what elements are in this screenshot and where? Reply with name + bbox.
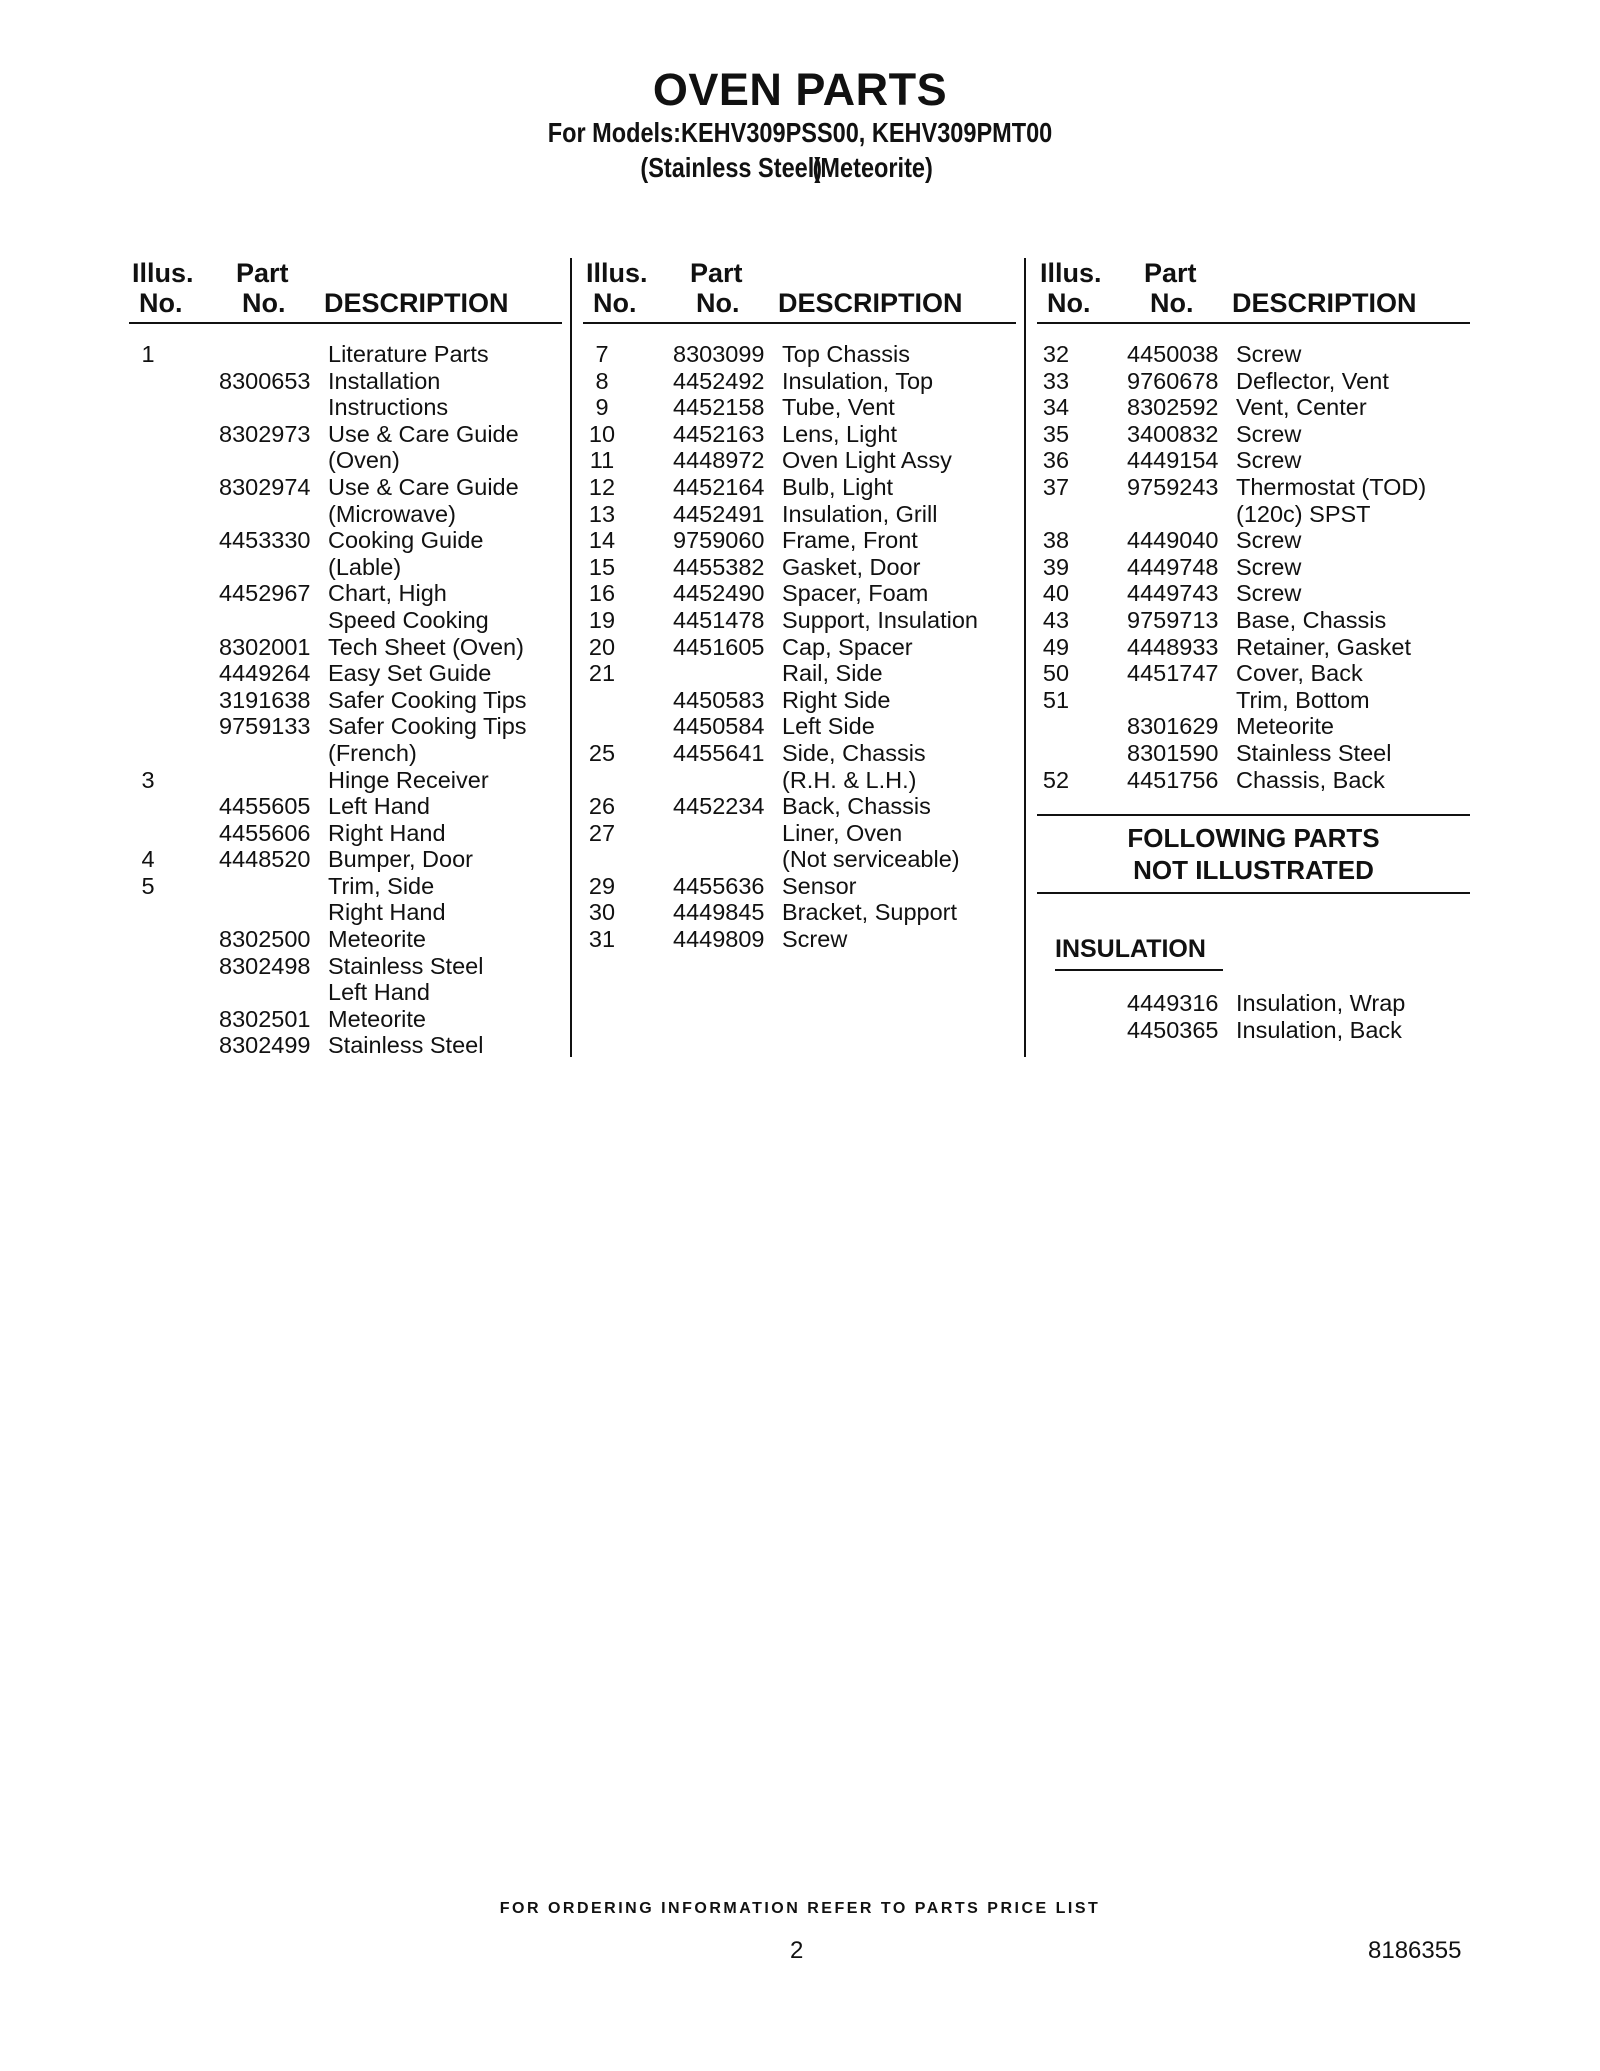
part-description: Lens, Light bbox=[782, 420, 897, 447]
part-description: Cover, Back bbox=[1236, 660, 1363, 687]
part-description: Right Hand bbox=[328, 899, 446, 926]
part-description: Cap, Spacer bbox=[782, 633, 913, 660]
part-description: Tube, Vent bbox=[782, 394, 895, 421]
illus-number: 36 bbox=[1042, 447, 1070, 474]
table-row bbox=[1037, 1017, 1470, 1044]
part-description: (Lable) bbox=[328, 553, 402, 580]
part-description: Vent, Center bbox=[1236, 394, 1367, 421]
models-line: For Models:KEHV309PSS00, KEHV309PMT00 bbox=[547, 117, 1053, 148]
part-number: 4449264 bbox=[219, 660, 311, 687]
table-row bbox=[129, 1032, 562, 1059]
parts-column-3 bbox=[1037, 258, 1470, 793]
part-description: Support, Insulation bbox=[782, 606, 978, 633]
parts-column-2 bbox=[583, 258, 1016, 953]
part-number: 4452234 bbox=[673, 793, 765, 820]
illus-number: 12 bbox=[588, 473, 616, 500]
part-description: Screw bbox=[1236, 527, 1302, 554]
part-number: 4452967 bbox=[219, 580, 311, 607]
header-illus-no: No. bbox=[1047, 288, 1091, 318]
part-number: 4449845 bbox=[673, 899, 765, 926]
part-description: Meteorite bbox=[328, 926, 426, 953]
part-number: 8302500 bbox=[219, 926, 311, 953]
illus-number: 27 bbox=[588, 819, 616, 846]
part-description: (120c) SPST bbox=[1236, 500, 1371, 527]
ordering-note: FOR ORDERING INFORMATION REFER TO PARTS PRICE LIST bbox=[499, 1900, 1101, 1917]
illus-number: 9 bbox=[595, 394, 609, 421]
illus-number: 15 bbox=[588, 553, 616, 580]
illus-number: 35 bbox=[1042, 420, 1070, 447]
part-description: (Not serviceable) bbox=[782, 846, 960, 873]
table-row bbox=[129, 846, 562, 873]
part-description: Meteorite bbox=[328, 1005, 426, 1032]
table-row bbox=[129, 607, 562, 634]
not-illustrated-title bbox=[1037, 822, 1470, 886]
part-description: Retainer, Gasket bbox=[1236, 633, 1412, 660]
part-description: Spacer, Foam bbox=[782, 580, 929, 607]
table-row bbox=[1037, 474, 1470, 501]
table-row bbox=[1037, 368, 1470, 395]
table-row bbox=[1037, 580, 1470, 607]
table-row bbox=[1037, 660, 1470, 687]
column-header bbox=[1037, 258, 1470, 324]
table-row bbox=[129, 447, 562, 474]
part-number: 8302498 bbox=[219, 952, 311, 979]
part-number: 8302501 bbox=[219, 1005, 311, 1032]
table-row bbox=[1037, 713, 1470, 740]
part-description: Trim, Side bbox=[328, 872, 435, 899]
parts-list bbox=[1037, 341, 1470, 793]
illus-number: 10 bbox=[588, 420, 616, 447]
part-number: 8302499 bbox=[219, 1032, 311, 1059]
part-number: 4452158 bbox=[673, 394, 765, 421]
table-row bbox=[129, 979, 562, 1006]
part-description: Top Chassis bbox=[782, 341, 910, 367]
illus-number: 8 bbox=[595, 367, 609, 394]
part-description: Cooking Guide bbox=[328, 527, 484, 554]
table-row bbox=[583, 660, 1016, 687]
page-header bbox=[0, 64, 1600, 186]
part-number: 8301590 bbox=[1127, 739, 1219, 766]
part-description: Easy Set Guide bbox=[328, 660, 492, 687]
table-row bbox=[1037, 687, 1470, 714]
divider bbox=[1037, 814, 1470, 816]
table-row bbox=[129, 1006, 562, 1033]
table-row bbox=[583, 740, 1016, 767]
finishes bbox=[128, 150, 1472, 186]
page-number: 2 bbox=[790, 1937, 804, 1964]
part-description: Tech Sheet (Oven) bbox=[328, 633, 524, 660]
table-row bbox=[1037, 501, 1470, 528]
table-row bbox=[583, 394, 1016, 421]
part-description: Right Side bbox=[782, 686, 891, 713]
illus-number: 7 bbox=[595, 341, 609, 367]
table-row bbox=[1037, 634, 1470, 661]
header-illus-no: No. bbox=[139, 288, 183, 318]
part-description: Back, Chassis bbox=[782, 793, 931, 820]
illus-number: 29 bbox=[588, 872, 616, 899]
table-row bbox=[129, 873, 562, 900]
part-description: Bumper, Door bbox=[328, 846, 473, 873]
part-description: Frame, Front bbox=[782, 527, 918, 554]
part-description: Safer Cooking Tips bbox=[328, 686, 527, 713]
table-row bbox=[583, 368, 1016, 395]
part-description: Stainless Steel bbox=[328, 952, 484, 979]
illus-number: 50 bbox=[1042, 660, 1070, 687]
part-number: 4451756 bbox=[1127, 766, 1219, 793]
part-number: 3191638 bbox=[219, 686, 311, 713]
part-number: 4455605 bbox=[219, 793, 311, 820]
part-description: Screw bbox=[1236, 553, 1302, 580]
part-description: Left Side bbox=[782, 713, 875, 740]
table-row bbox=[583, 846, 1016, 873]
illus-number: 43 bbox=[1042, 606, 1070, 633]
part-description: Chassis, Back bbox=[1236, 766, 1385, 793]
header-description: DESCRIPTION bbox=[324, 288, 509, 318]
part-description: Base, Chassis bbox=[1236, 606, 1387, 633]
part-description: Use & Care Guide bbox=[328, 473, 519, 500]
column-header bbox=[129, 258, 562, 324]
table-row bbox=[129, 767, 562, 794]
part-description: (Oven) bbox=[328, 447, 400, 474]
table-row bbox=[129, 899, 562, 926]
column-divider bbox=[1024, 258, 1026, 1057]
part-description: Insulation, Wrap bbox=[1236, 990, 1406, 1016]
illus-number: 13 bbox=[588, 500, 616, 527]
illus-number: 1 bbox=[141, 341, 155, 367]
finish-stainless: (Stainless Steel) bbox=[640, 152, 823, 183]
table-row bbox=[583, 447, 1016, 474]
table-row bbox=[1037, 607, 1470, 634]
part-number: 8303099 bbox=[673, 341, 765, 367]
table-row bbox=[1037, 767, 1470, 794]
part-number: 4452491 bbox=[673, 500, 765, 527]
part-description: Safer Cooking Tips bbox=[328, 713, 527, 740]
table-row bbox=[129, 687, 562, 714]
part-description: Bulb, Light bbox=[782, 473, 894, 500]
illus-number: 11 bbox=[589, 447, 615, 474]
part-description: Thermostat (TOD) bbox=[1236, 473, 1427, 500]
illus-number: 4 bbox=[141, 846, 155, 873]
part-description: Meteorite bbox=[1236, 713, 1334, 740]
table-row bbox=[583, 793, 1016, 820]
part-number: 4449809 bbox=[673, 926, 765, 953]
part-number: 4455641 bbox=[673, 739, 765, 766]
illus-number: 30 bbox=[588, 899, 616, 926]
illus-number: 49 bbox=[1042, 633, 1070, 660]
table-row bbox=[129, 527, 562, 554]
table-row bbox=[583, 421, 1016, 448]
table-row bbox=[1037, 421, 1470, 448]
table-row bbox=[583, 501, 1016, 528]
table-row bbox=[129, 554, 562, 581]
table-row bbox=[583, 767, 1016, 794]
column-divider bbox=[570, 258, 572, 1057]
part-number: 4451605 bbox=[673, 633, 765, 660]
table-row bbox=[583, 899, 1016, 926]
part-number: 4455382 bbox=[673, 553, 765, 580]
illus-number: 26 bbox=[588, 793, 616, 820]
table-row bbox=[129, 926, 562, 953]
part-description: Sensor bbox=[782, 872, 857, 899]
table-row bbox=[129, 501, 562, 528]
table-row bbox=[129, 634, 562, 661]
table-row bbox=[129, 421, 562, 448]
part-description: Rail, Side bbox=[782, 660, 883, 687]
table-row bbox=[129, 953, 562, 980]
part-description: Deflector, Vent bbox=[1236, 367, 1389, 394]
table-row bbox=[129, 368, 562, 395]
table-row bbox=[583, 713, 1016, 740]
not-illustrated-section bbox=[1037, 814, 1470, 894]
part-description: Liner, Oven bbox=[782, 819, 903, 846]
part-number: 4455606 bbox=[219, 819, 311, 846]
part-description: Use & Care Guide bbox=[328, 420, 519, 447]
part-description: Screw bbox=[782, 926, 848, 953]
part-number: 4449748 bbox=[1127, 553, 1219, 580]
part-description: Oven Light Assy bbox=[782, 447, 952, 474]
page-title: OVEN PARTS bbox=[652, 64, 948, 115]
part-description: Insulation, Grill bbox=[782, 500, 938, 527]
part-description: Instructions bbox=[328, 394, 449, 421]
part-description: Bracket, Support bbox=[782, 899, 958, 926]
not-illustrated-line-2: NOT ILLUSTRATED bbox=[1133, 855, 1374, 885]
illus-number: 14 bbox=[588, 527, 616, 554]
part-description: (R.H. & L.H.) bbox=[782, 766, 917, 793]
table-row bbox=[1037, 447, 1470, 474]
table-row bbox=[583, 873, 1016, 900]
parts-column-1 bbox=[129, 258, 562, 1059]
part-number: 8301629 bbox=[1127, 713, 1219, 740]
table-row bbox=[1037, 740, 1470, 767]
part-number: 8302592 bbox=[1127, 394, 1219, 421]
table-row bbox=[583, 527, 1016, 554]
finish-meteorite: (Meteorite) bbox=[812, 152, 933, 183]
illus-number: 19 bbox=[588, 606, 616, 633]
header-part: Part bbox=[236, 258, 289, 288]
part-description: Screw bbox=[1236, 580, 1302, 607]
part-number: 9760678 bbox=[1127, 367, 1219, 394]
table-row bbox=[1037, 554, 1470, 581]
illus-number: 34 bbox=[1042, 394, 1070, 421]
table-row bbox=[583, 687, 1016, 714]
table-row bbox=[583, 554, 1016, 581]
part-description: (Microwave) bbox=[328, 500, 456, 527]
part-number: 3400832 bbox=[1127, 420, 1219, 447]
header-illus: Illus. bbox=[132, 258, 194, 288]
header-description: DESCRIPTION bbox=[1232, 288, 1417, 318]
table-row bbox=[129, 394, 562, 421]
part-description: Hinge Receiver bbox=[328, 766, 489, 793]
part-description: Stainless Steel bbox=[1236, 739, 1392, 766]
illus-number: 51 bbox=[1042, 686, 1070, 713]
header-part-no: No. bbox=[696, 288, 740, 318]
part-number: 8302001 bbox=[219, 633, 311, 660]
table-row bbox=[583, 580, 1016, 607]
part-description: Side, Chassis bbox=[782, 739, 926, 766]
table-row bbox=[129, 474, 562, 501]
header-illus: Illus. bbox=[586, 258, 648, 288]
illus-number: 52 bbox=[1042, 766, 1070, 793]
table-row bbox=[1037, 527, 1470, 554]
table-row bbox=[1037, 394, 1470, 421]
part-number: 4452164 bbox=[673, 473, 765, 500]
part-number: 4448520 bbox=[219, 846, 311, 873]
illus-number: 33 bbox=[1042, 367, 1070, 394]
table-row bbox=[583, 474, 1016, 501]
table-row bbox=[1037, 341, 1470, 368]
table-row bbox=[129, 820, 562, 847]
table-row bbox=[129, 660, 562, 687]
illus-number: 32 bbox=[1042, 341, 1070, 367]
part-description: Screw bbox=[1236, 420, 1302, 447]
part-description: Chart, High bbox=[328, 580, 447, 607]
not-illustrated-line-1: FOLLOWING PARTS bbox=[1127, 823, 1380, 853]
part-number: 8300653 bbox=[219, 367, 311, 394]
part-number: 4449040 bbox=[1127, 527, 1219, 554]
part-number: 4450583 bbox=[673, 686, 765, 713]
table-row bbox=[1037, 990, 1470, 1017]
illus-number: 40 bbox=[1042, 580, 1070, 607]
illus-number: 16 bbox=[588, 580, 616, 607]
table-row bbox=[129, 740, 562, 767]
table-row bbox=[583, 926, 1016, 953]
part-description: Insulation, Back bbox=[1236, 1016, 1402, 1043]
header-part: Part bbox=[1144, 258, 1197, 288]
part-number: 9759133 bbox=[219, 713, 311, 740]
illus-number: 3 bbox=[141, 766, 155, 793]
illus-number: 39 bbox=[1042, 553, 1070, 580]
insulation-heading: INSULATION bbox=[1055, 935, 1206, 963]
illus-number: 20 bbox=[588, 633, 616, 660]
part-number: 4455636 bbox=[673, 872, 765, 899]
table-row bbox=[583, 341, 1016, 368]
part-description: Left Hand bbox=[328, 979, 430, 1006]
part-number: 4450365 bbox=[1127, 1016, 1219, 1043]
part-number: 4450038 bbox=[1127, 341, 1219, 367]
table-row bbox=[129, 793, 562, 820]
document-number: 8186355 bbox=[1368, 1937, 1462, 1964]
part-number: 9759060 bbox=[673, 527, 765, 554]
part-number: 4448933 bbox=[1127, 633, 1219, 660]
part-number: 4451478 bbox=[673, 606, 765, 633]
part-number: 4448972 bbox=[673, 447, 765, 474]
header-part: Part bbox=[690, 258, 743, 288]
part-description: Insulation, Top bbox=[782, 367, 934, 394]
table-row bbox=[583, 607, 1016, 634]
illus-number: 21 bbox=[588, 660, 616, 687]
part-description: Trim, Bottom bbox=[1236, 686, 1370, 713]
part-description: Speed Cooking bbox=[328, 606, 489, 633]
part-description: Literature Parts bbox=[328, 341, 489, 367]
part-description: Right Hand bbox=[328, 819, 446, 846]
header-part-no: No. bbox=[242, 288, 286, 318]
part-number: 9759243 bbox=[1127, 473, 1219, 500]
part-description: Screw bbox=[1236, 447, 1302, 474]
column-header bbox=[583, 258, 1016, 324]
part-number: 8302974 bbox=[219, 473, 311, 500]
header-part-no: No. bbox=[1150, 288, 1194, 318]
part-description: Stainless Steel bbox=[328, 1032, 484, 1059]
header-illus: Illus. bbox=[1040, 258, 1102, 288]
illus-number: 37 bbox=[1042, 473, 1070, 500]
part-number: 4449743 bbox=[1127, 580, 1219, 607]
illus-number: 31 bbox=[588, 926, 616, 953]
part-number: 4452163 bbox=[673, 420, 765, 447]
illus-number: 5 bbox=[141, 872, 155, 899]
table-row bbox=[129, 341, 562, 368]
part-number: 4453330 bbox=[219, 527, 311, 554]
part-description: Screw bbox=[1236, 341, 1302, 367]
part-number: 4451747 bbox=[1127, 660, 1219, 687]
part-number: 4449316 bbox=[1127, 990, 1219, 1016]
part-description: Left Hand bbox=[328, 793, 430, 820]
part-description: (French) bbox=[328, 739, 417, 766]
divider bbox=[1037, 892, 1470, 894]
part-number: 4452490 bbox=[673, 580, 765, 607]
header-illus-no: No. bbox=[593, 288, 637, 318]
insulation-underline bbox=[1055, 969, 1223, 971]
part-number: 4449154 bbox=[1127, 447, 1219, 474]
header-description: DESCRIPTION bbox=[778, 288, 963, 318]
part-number: 9759713 bbox=[1127, 606, 1219, 633]
parts-list bbox=[583, 341, 1016, 953]
table-row bbox=[583, 634, 1016, 661]
table-row bbox=[583, 820, 1016, 847]
parts-list bbox=[129, 341, 562, 1059]
illus-number: 25 bbox=[588, 739, 616, 766]
part-description: Gasket, Door bbox=[782, 553, 921, 580]
insulation-list bbox=[1037, 990, 1470, 1043]
table-row bbox=[129, 580, 562, 607]
part-number: 8302973 bbox=[219, 420, 311, 447]
part-number: 4452492 bbox=[673, 367, 765, 394]
illus-number: 38 bbox=[1042, 527, 1070, 554]
table-row bbox=[129, 713, 562, 740]
part-number: 4450584 bbox=[673, 713, 765, 740]
part-description: Installation bbox=[328, 367, 441, 394]
